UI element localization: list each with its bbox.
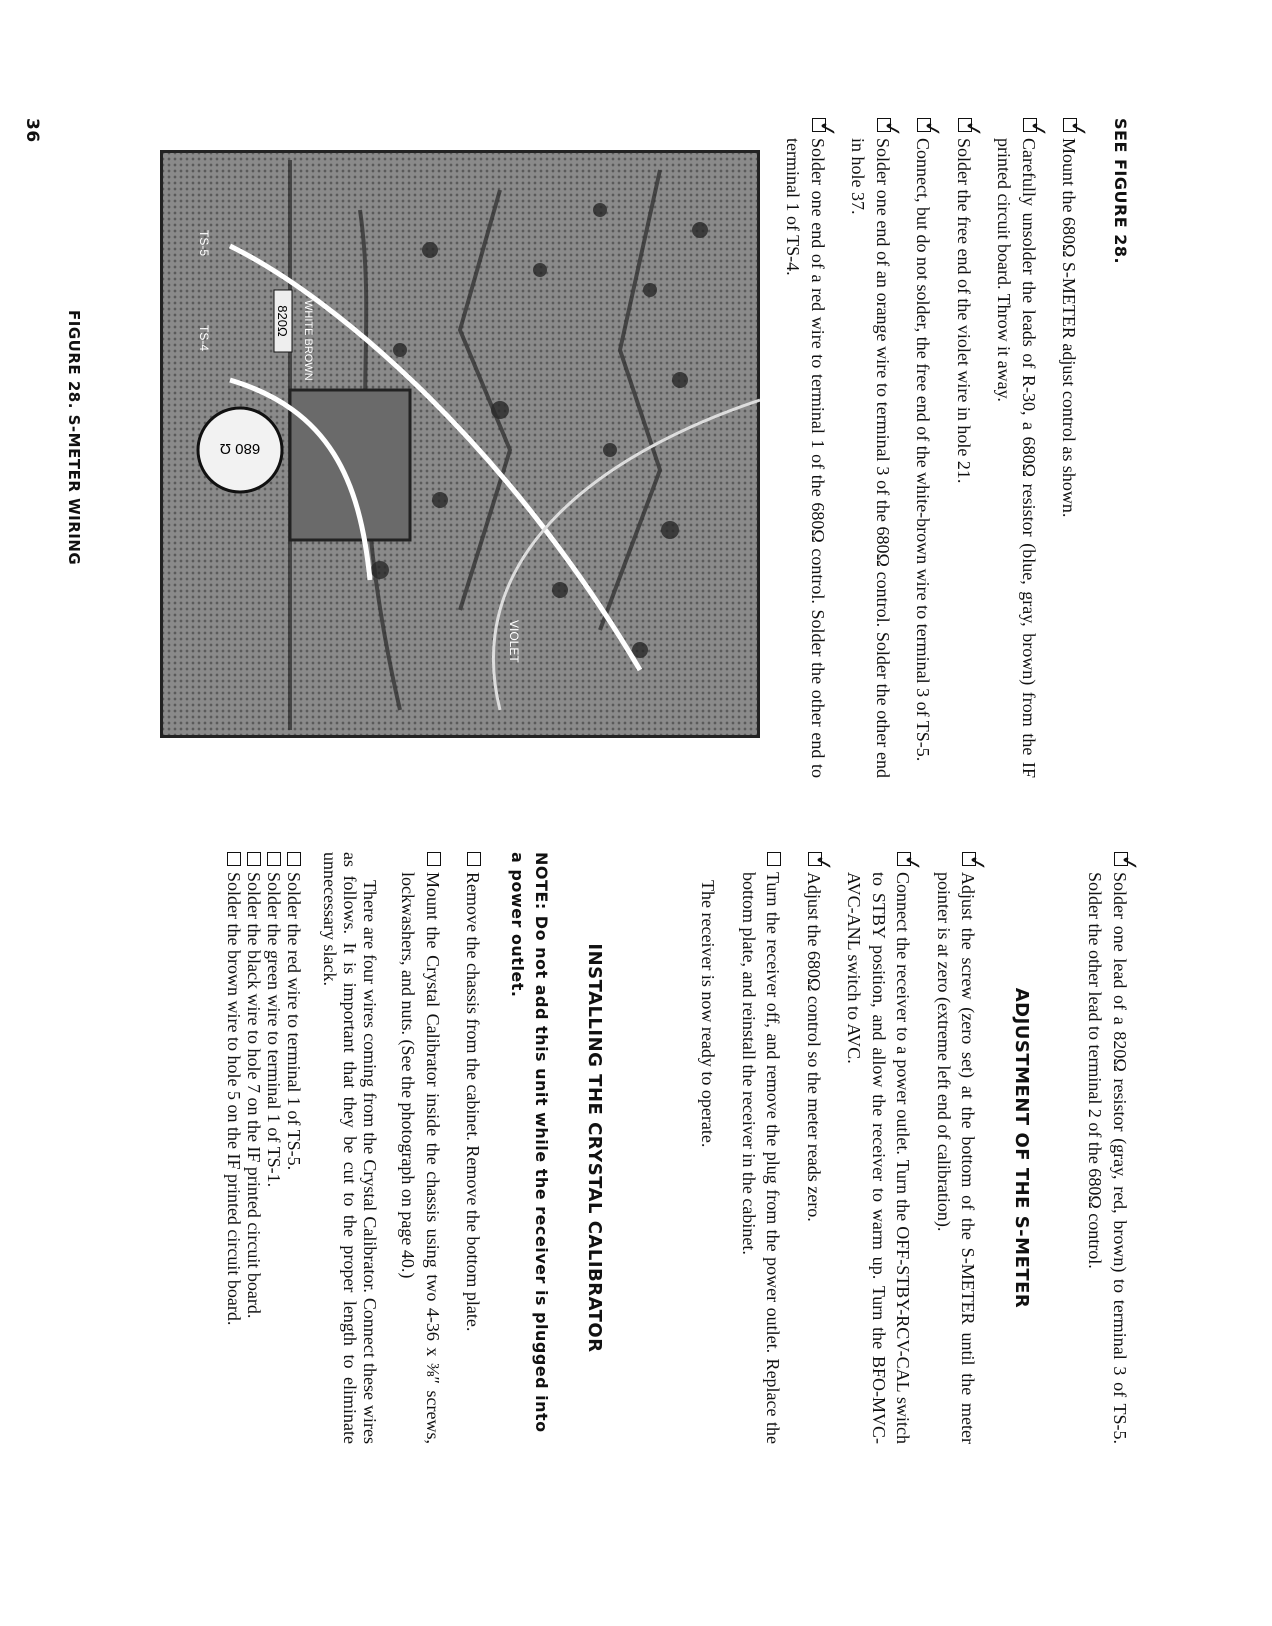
checklist-step [737,852,786,1444]
check-mark-icon: ✓ [898,852,926,875]
checklist-step [1083,852,1143,1444]
check-mark-icon: ✓ [812,118,841,141]
step-text: Remove the chassis from the cabinet. Remove the bottom plate. [463,872,484,1332]
checklist-step [952,118,987,778]
checkbox-unchecked[interactable] [287,852,301,866]
adjustment-steps [737,852,991,1444]
step-text: Solder one end of an orange wire to terminal 3 of the 680Ω control. Solder the other end in hole 37. [848,138,893,778]
step-text: Carefully unsolder the leads of R-30, a 680Ω resistor (blue, gray, brown) from the IF printed circuit board. Throw it away. [994,138,1039,778]
checklist-step [396,852,445,1444]
transformer [290,390,410,540]
checklist-step [911,118,946,778]
checklist-step [846,118,906,778]
calibrator-heading: INSTALLING THE CRYSTAL CALIBRATOR [584,943,605,1353]
checklist-step [781,118,841,778]
checklist-step [802,852,837,1444]
step-text: Solder the green wire to terminal 1 of TS-1. [264,872,284,1188]
ready-text: The receiver is now ready to operate. [698,880,719,1148]
checkbox-unchecked[interactable] [768,852,782,866]
checkbox-checked[interactable] [1114,852,1143,875]
checkbox-unchecked[interactable] [468,852,482,866]
checkbox-unchecked[interactable] [247,852,261,866]
see-figure-heading: SEE FIGURE 28. [1111,118,1130,265]
figure-28-photo [160,150,760,738]
step-text: Solder the brown wire to hole 5 on the IF printed circuit board. [224,872,244,1326]
calibrator-steps [396,852,486,1444]
checkbox-checked[interactable] [898,852,926,875]
label-white-brown: WHITE BROWN [302,300,314,381]
step-text: Solder the black wire to hole 7 on the IF printed circuit board. [244,872,264,1319]
left-column [765,118,1132,778]
check-mark-icon: ✓ [1114,852,1143,875]
step-text: Mount the 680Ω S-METER adjust control as shown. [1059,138,1080,518]
checklist-step [244,852,264,1444]
adjustment-heading: ADJUSTMENT OF THE S-METER [1011,987,1032,1309]
label-violet: VIOLET [507,620,521,663]
checklist-step [1057,118,1092,778]
label-resistor: 820Ω [275,305,290,337]
step-text: Solder one lead of a 820Ω resistor (gray, red, brown) to terminal 3 of TS-5. Solder the other lead to terminal 2 of the 680Ω control. [1085,872,1130,1444]
step-text: Solder one end of a red wire to terminal 1 of the 680Ω control. Solder the other end to terminal 1 of TS-4. [783,138,828,778]
checkbox-unchecked[interactable] [427,852,441,866]
step-text: Turn the receiver off, and remove the plug from the power outlet. Replace the bottom plate, and reinstall the receiver in the cabinet. [739,872,784,1444]
check-mark-icon: ✓ [958,118,987,141]
check-mark-icon: ✓ [808,852,837,875]
label-ts4: TS-4 [197,325,211,352]
step-text: Adjust the screw (zero set) at the bottom of the S-METER until the meter pointer is at zero (extreme left end of calibration). [934,872,979,1444]
checkbox-checked[interactable] [918,118,946,141]
step-text: Adjust the 680Ω control so the meter reads zero. [804,872,824,1222]
checkbox-unchecked[interactable] [267,852,281,866]
checkbox-checked[interactable] [963,852,991,875]
wire-steps [224,852,304,1444]
check-mark-icon: ✓ [1064,118,1092,141]
page-number: 36 [22,118,42,143]
checkbox-checked[interactable] [958,118,987,141]
check-mark-icon: ✓ [877,118,906,141]
checkbox-checked[interactable] [1064,118,1092,141]
checkbox-unchecked[interactable] [227,852,241,866]
step-text: Connect, but do not solder, the free end of the white-brown wire to terminal 3 of TS-5. [913,138,934,762]
checklist-step [284,852,304,1444]
step-text: Solder the free end of the violet wire in hole 21. [954,138,974,484]
check-mark-icon: ✓ [1023,118,1052,141]
checkbox-checked[interactable] [877,118,906,141]
check-mark-icon: ✓ [918,118,946,141]
step-text: Connect the receiver to a power outlet. Turn the OFF-STBY-RCV-CAL switch to STBY position, and allow the receiver to warm up. Turn the BFO-MVC-AVC-ANL switch to AVC. [844,872,914,1444]
check-mark-icon: ✓ [963,852,991,875]
checklist-step [461,852,486,1444]
note-warning: NOTE: Do not add this unit while the receiver is plugged into a power outlet. [508,852,552,1433]
step-text: Mount the Crystal Calibrator inside the chassis using two 4-36 x ⅜″ screws, lockwashers, and nuts. (See the photograph on page 40.) [398,872,443,1444]
right-top-steps [1083,852,1143,1444]
left-steps [781,118,1092,778]
wires-paragraph: There are four wires coming from the Crystal Calibrator. Connect these wires as follows. It is important that they be cut to the proper length to eliminate unnecessary slack. [320,852,380,1444]
checklist-step [842,852,926,1444]
checkbox-checked[interactable] [808,852,837,875]
checkbox-checked[interactable] [812,118,841,141]
checklist-step [992,118,1052,778]
right-column [224,852,1143,1444]
label-control: 680 Ω [219,440,261,457]
label-ts5: TS-5 [197,230,211,257]
checklist-step [932,852,991,1444]
checkbox-checked[interactable] [1023,118,1052,141]
figure-caption: FIGURE 28. S-METER WIRING [65,310,83,566]
checklist-step [264,852,284,1444]
step-text: Solder the red wire to terminal 1 of TS-5. [284,872,304,1171]
checklist-step [224,852,244,1444]
